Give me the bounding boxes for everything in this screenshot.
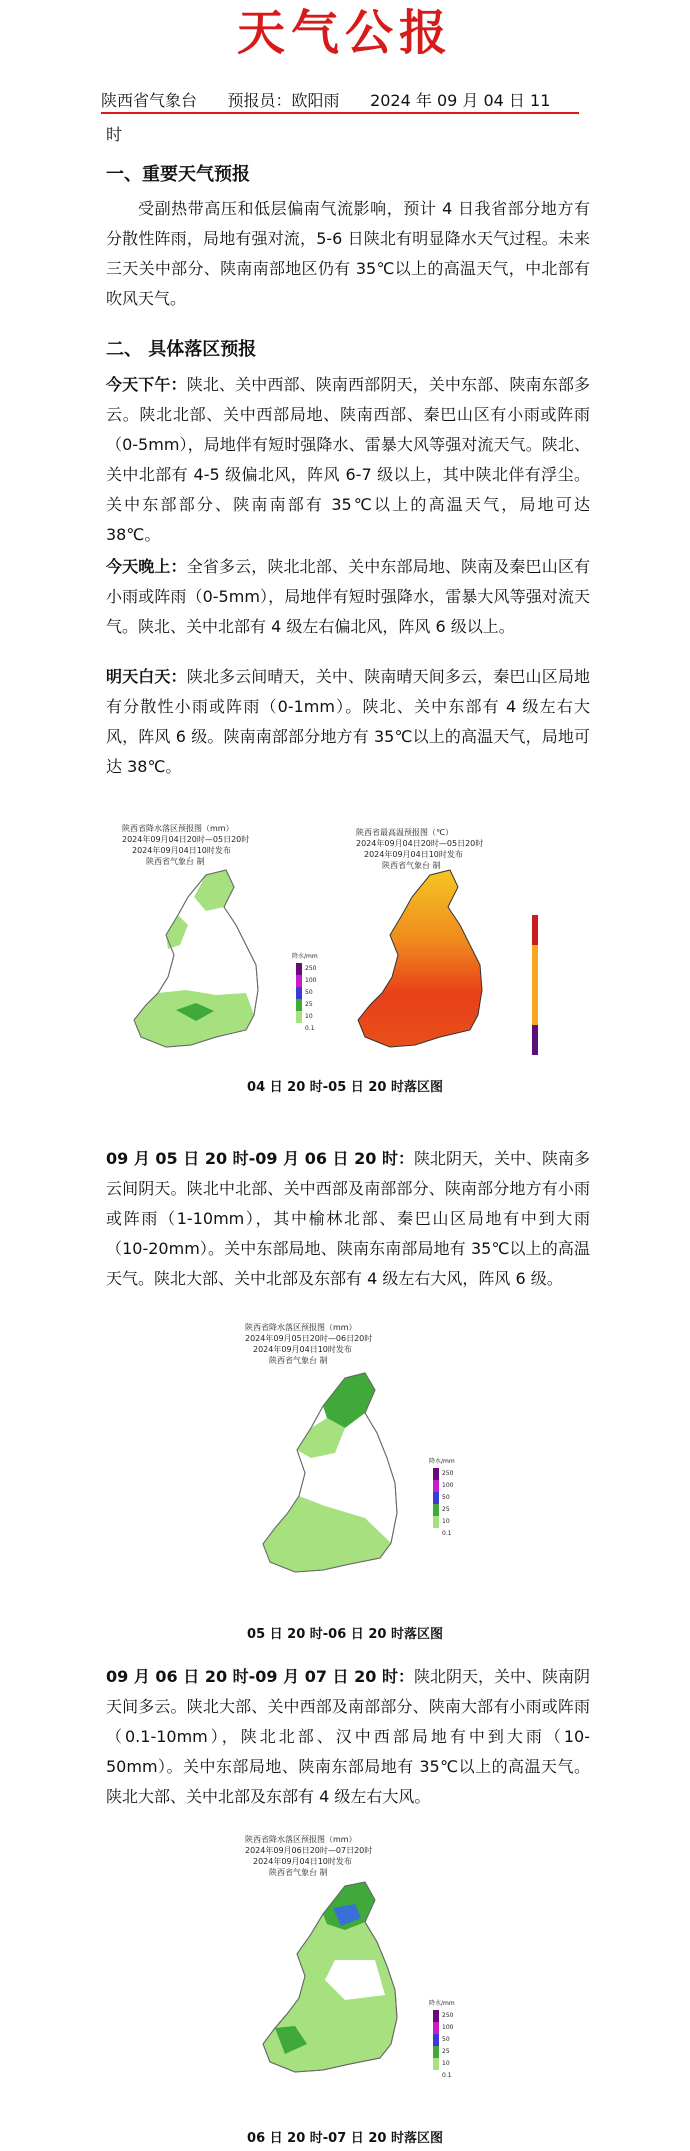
- shaanxi-rain-map: [96, 815, 336, 1065]
- figure-caption: 05 日 20 时-06 日 20 时落区图: [247, 1627, 443, 1642]
- legend-label: 0.1: [442, 1530, 452, 1537]
- legend-label: 10: [442, 2060, 450, 2067]
- map-source: 陕西省气象台 制: [269, 1356, 328, 1365]
- map-source: 陕西省气象台 制: [382, 861, 441, 870]
- today-afternoon-text: 陕北、关中西部、陕南西部阴天，关中东部、陕南东部多云。陕北北部、关中西部局地、陕南西部、秦巴山区有小雨或阵雨（0-5mm），局地伴有短时强降水、雷暴大风等强对流天气。陕北、关中北部有 4-5 级偏北风，阵风 6-7 级以上，其中陕北伴有浮尘。关中东部部分、陕南南部有 35℃以上的高温天气，局地可达 38℃。: [106, 375, 590, 544]
- legend-label: 250: [442, 1470, 454, 1477]
- section-heading-important: 一、重要天气预报: [106, 164, 250, 185]
- legend-label: 10: [305, 1013, 313, 1020]
- figure-caption: 04 日 20 时-05 日 20 时落区图: [247, 1080, 443, 1095]
- agency-name: 陕西省气象台: [101, 91, 198, 110]
- legend-label: 0.1: [442, 2072, 452, 2079]
- legend-label: 50: [442, 1494, 450, 1501]
- bulletin-title: 天气公报: [236, 5, 453, 61]
- map-period: 2024年09月04日20时—05日20时: [122, 835, 250, 844]
- map-issue: 2024年09月04日10时发布: [132, 846, 231, 855]
- day3-label: 09 月 06 日 20 时-09 月 07 日 20 时：: [106, 1667, 414, 1686]
- section-heading-detail: 二、 具体落区预报: [106, 339, 257, 360]
- forecaster-name: 预报员：欧阳雨: [227, 91, 340, 110]
- legend-unit: 降水/mm: [292, 953, 318, 960]
- map-issue: 2024年09月04日10时发布: [253, 1345, 352, 1354]
- tonight-text: 全省多云，陕北北部、关中东部局地、陕南及秦巴山区有小雨或阵雨（0-5mm），局地伴有短时强降水，雷暴大风等强对流天气。陕北、关中北部有 4 级左右偏北风，阵风 6 级以上。: [106, 557, 590, 636]
- legend-label: 100: [442, 2024, 454, 2031]
- day2-label: 09 月 05 日 20 时-09 月 06 日 20 时：: [106, 1149, 414, 1168]
- legend-unit: 降水/mm: [429, 2000, 455, 2007]
- map-issue: 2024年09月04日10时发布: [364, 850, 463, 859]
- rain-forecast-map-2: [215, 1318, 475, 1588]
- shaanxi-rain-map: [215, 1830, 475, 2130]
- map-period: 2024年09月05日20时—06日20时: [245, 1334, 373, 1343]
- rain-forecast-map-3: [215, 1830, 475, 2130]
- legend-label: 25: [442, 1506, 450, 1513]
- figure-caption: 06 日 20 时-07 日 20 时落区图: [247, 2131, 443, 2146]
- legend-label: 50: [442, 2036, 450, 2043]
- header-rule: [101, 112, 579, 114]
- issue-datetime: 2024 年 09 月 04 日 11: [370, 91, 551, 110]
- day2-paragraph: [106, 1144, 590, 1294]
- legend-label: 50: [305, 989, 313, 996]
- map-source: 陕西省气象台 制: [269, 1868, 328, 1877]
- temperature-forecast-map: [352, 815, 592, 1065]
- day3-paragraph: [106, 1662, 590, 1812]
- shaanxi-rain-map: [215, 1318, 475, 1588]
- shaanxi-temperature-map: [352, 815, 592, 1065]
- legend-unit: 降水/mm: [429, 1458, 455, 1465]
- bulletin-meta: [101, 90, 550, 112]
- map-period: 2024年09月04日20时—05日20时: [356, 839, 484, 848]
- map-title: 陕西省降水落区预报图（mm）: [245, 1323, 357, 1332]
- day3-text: 陕北阴天，关中、陕南阴天间多云。陕北大部、关中西部及南部部分、陕南大部有小雨或阵雨（0.1-10mm），陕北北部、汉中西部局地有中到大雨（10-50mm）。关中东部局地、陕南东部局地有 35℃以上的高温天气。陕北大部、关中北部及东部有 4 级左右大风。: [106, 1667, 590, 1806]
- day2-text: 陕北阴天，关中、陕南多云间阴天。陕北中北部、关中西部及南部部分、陕南部分地方有小雨或阵雨（1-10mm），其中榆林北部、秦巴山区局地有中到大雨（10-20mm）。关中东部局地、陕南东南部局地有 35℃以上的高温天气。陕北大部、关中北部及东部有 4 级左右大风，阵风 6 级。: [106, 1149, 590, 1288]
- tomorrow-label: 明天白天：: [106, 667, 187, 686]
- legend-label: 100: [442, 1482, 454, 1489]
- legend-label: 0.1: [305, 1025, 315, 1032]
- province-temperature-fill: [358, 870, 482, 1047]
- legend-label: 250: [442, 2012, 454, 2019]
- legend-label: 100: [305, 977, 317, 984]
- tonight-paragraph: [106, 552, 590, 642]
- map-issue: 2024年09月04日10时发布: [253, 1857, 352, 1866]
- today-afternoon-label: 今天下午：: [106, 375, 187, 394]
- legend-label: 250: [305, 965, 317, 972]
- issue-datetime-cont: 时: [106, 125, 123, 144]
- tomorrow-paragraph: [106, 662, 590, 782]
- tomorrow-text: 陕北多云间晴天，关中、陕南晴天间多云，秦巴山区局地有分散性小雨或阵雨（0-1mm）。陕北、关中东部有 4 级左右大风，阵风 6 级。陕南南部部分地方有 35℃以上的高温天气，局地可达 38℃。: [106, 667, 590, 776]
- tonight-label: 今天晚上：: [106, 557, 187, 576]
- map-period: 2024年09月06日20时—07日20时: [245, 1846, 373, 1855]
- legend-label: 25: [305, 1001, 313, 1008]
- rain-forecast-map-1: [96, 815, 336, 1065]
- legend-label: 25: [442, 2048, 450, 2055]
- map-title: 陕西省最高温预报图（℃）: [356, 828, 453, 837]
- legend-label: 10: [442, 1518, 450, 1525]
- map-title: 陕西省降水落区预报图（mm）: [122, 824, 234, 833]
- section-important-text: 受副热带高压和低层偏南气流影响，预计 4 日我省部分地方有分散性阵雨，局地有强对流，5-6 日陕北有明显降水天气过程。未来三天关中部分、陕南南部地区仍有 35℃以上的高温天气，中北部有吹风天气。: [106, 199, 590, 308]
- today-afternoon-paragraph: [106, 370, 590, 550]
- map-source: 陕西省气象台 制: [146, 857, 205, 866]
- map-title: 陕西省降水落区预报图（mm）: [245, 1835, 357, 1844]
